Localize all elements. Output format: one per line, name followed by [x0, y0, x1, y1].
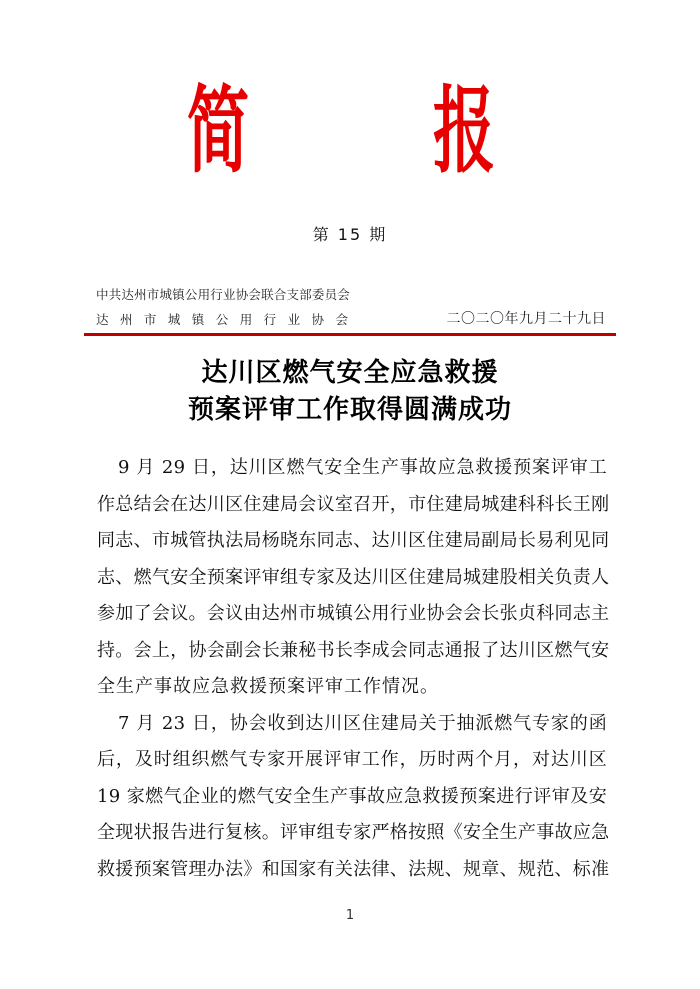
masthead-divider-rule	[84, 333, 616, 336]
body-line: 同志、市城管执法局杨晓东同志、达川区住建局副局长易利见同	[97, 530, 610, 551]
article-title-line2: 预案评审工作取得圆满成功	[187, 395, 512, 425]
org-name-association: 达州市城镇公用行业协会	[96, 312, 348, 327]
article-title	[0, 355, 700, 429]
body-line: 19 家燃气企业的燃气安全生产事故应急救援预案进行评审及安	[97, 785, 607, 807]
issuing-org-block	[96, 285, 351, 328]
org-name-party-branch: 中共达州市城镇公用行业协会联合支部委员会	[96, 287, 351, 302]
banner-char-bao: 报	[432, 76, 496, 186]
banner-char-jian: 简	[186, 76, 250, 186]
body-line: 9 月 29 日，达川区燃气安全生产事故应急救援预案评审工	[118, 457, 607, 478]
issue-date: 二〇二〇年九月二十九日	[446, 311, 606, 327]
body-line: 后，及时组织燃气专家开展评审工作，历时两个月，对达川区	[97, 749, 607, 770]
body-line: 持。会上，协会副会长兼秘书长李成会同志通报了达川区燃气安	[97, 639, 610, 661]
article-body	[97, 450, 610, 888]
bulletin-banner-title	[0, 76, 691, 186]
body-line: 全生产事故应急救援预案评审工作情况。	[97, 676, 439, 697]
body-line: 全现状报告进行复核。评审组专家严格按照《安全生产事故应急	[97, 822, 610, 843]
body-line: 志、燃气安全预案评审组专家及达川区住建局城建股相关负责人	[97, 566, 610, 588]
body-line: 7 月 23 日，协会收到达川区住建局关于抽派燃气专家的函	[118, 712, 607, 734]
masthead	[96, 285, 606, 328]
body-line: 参加了会议。会议由达州市城镇公用行业协会会长张贞科同志主	[97, 603, 610, 624]
page-number: 1	[345, 908, 355, 923]
body-line: 作总结会在达川区住建局会议室召开，市住建局城建科科长王刚	[97, 493, 610, 515]
article-title-line1: 达川区燃气安全应急救援	[201, 358, 499, 388]
body-line: 救援预案管理办法》和国家有关法律、法规、规章、规范、标准	[97, 858, 610, 880]
issue-number: 第 15 期	[312, 225, 388, 244]
